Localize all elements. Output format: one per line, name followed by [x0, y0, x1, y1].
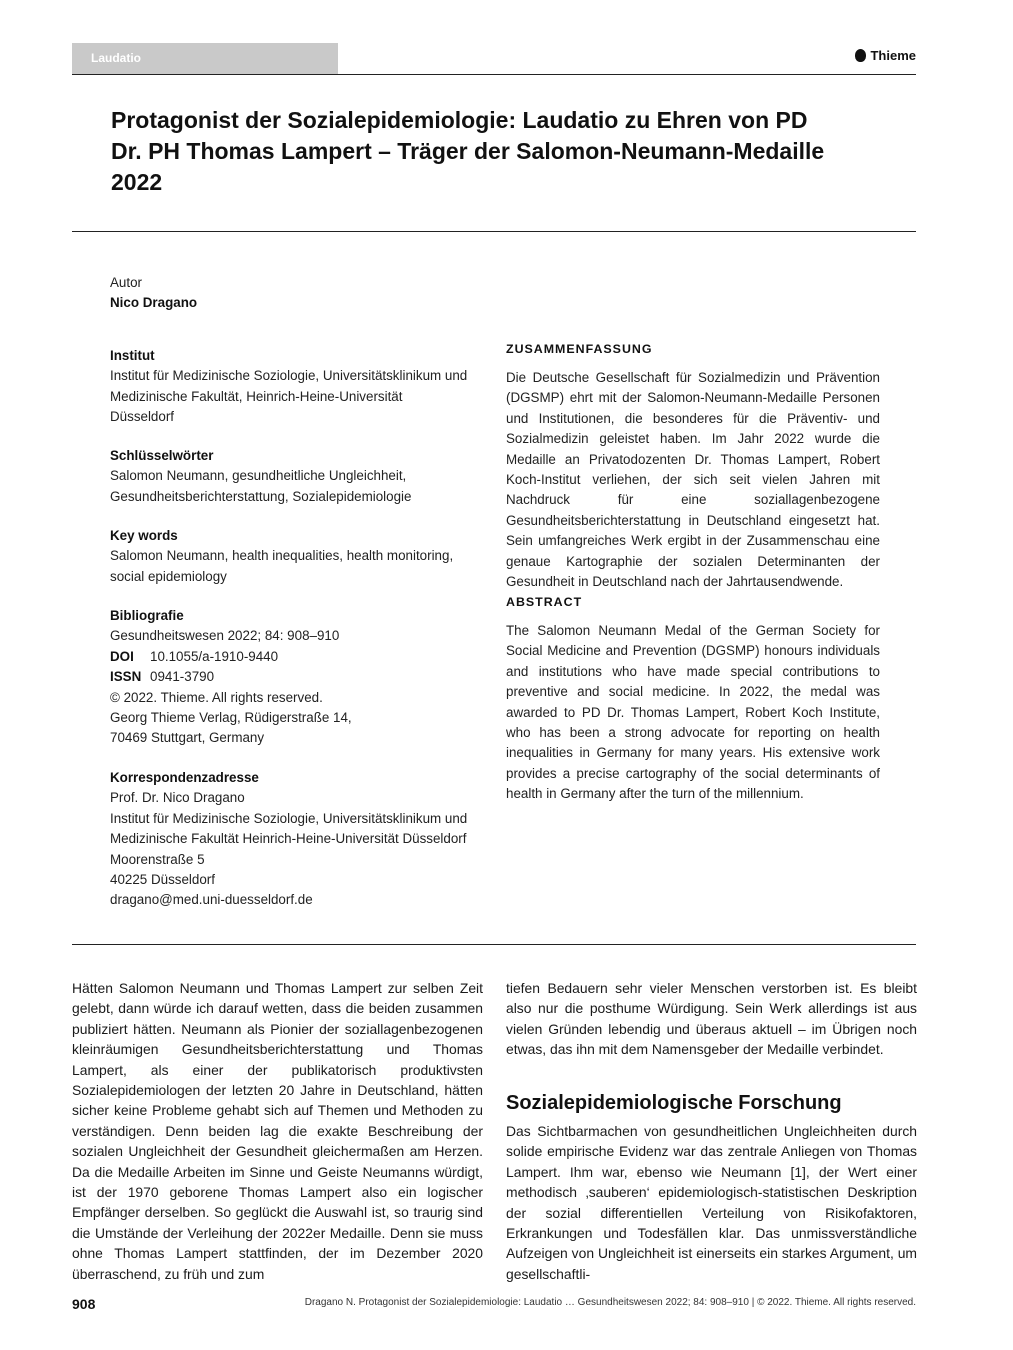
bibliography-copyright: © 2022. Thieme. All rights reserved. [110, 689, 323, 705]
correspondence-email[interactable]: dragano@med.uni-duesseldorf.de [110, 892, 313, 908]
zusammenfassung-heading: ZUSAMMENFASSUNG [506, 342, 653, 356]
keywords-de-block [110, 446, 490, 507]
keywords-en-block [110, 526, 490, 587]
author-label: Autor [110, 275, 143, 290]
article-title: Protagonist der Sozialepidemiologie: Laudatio zu Ehren von PD Dr. PH Thomas Lampert – Träger der Salomon-Neumann-Medaille 2022 [111, 107, 825, 195]
correspondence-label: Korrespondenzadresse [110, 770, 259, 785]
bibliography-issn [110, 667, 490, 687]
body-left-paragraph: Hätten Salomon Neumann und Thomas Lampert zur selben Zeit gelebt, dann würde ich darauf wetten, dass die beiden zusammen publiziert hätten. Neumann als Pionier der soziallagenbezogenen kleinräumigen Gesundheitsberichterstattung und Thomas Lampert, als einer der publikatorisch produktivsten Sozialepidemiologen der letzten 20 Jahre in Deutschland, hätten sicher keine Probleme gehabt sich auf Themen und Methoden zu verständigen. Denn beiden lag die exakte Beschreibung der sozialen Ungleichheit der Gesundheit gleichermaßen am Herzen. Da die Medaille Arbeiten im Sinne und Geiste Neumanns würdigt, ist der 1970 geborene Thomas Lampert also ein logischer Empfänger derselben. So geglückt die Auswahl ist, so traurig sind die Umstände der Verleihung der 2022er Medaille. Denn sie muss ohne Thomas Lampert stattfinden, der im Dezember 2020 überraschend, zu früh und zum [72, 980, 483, 1282]
publisher-name: Thieme [870, 48, 916, 63]
doi-value[interactable]: 10.1055/a-1910-9440 [150, 648, 279, 664]
institute-text: Institut für Medizinische Soziologie, Universitätsklinikum und Medizinische Fakultät, Heinrich-Heine-Universität Düsseldorf [110, 368, 468, 425]
publisher-address-line-1: Georg Thieme Verlag, Rüdigerstraße 14, [110, 710, 352, 726]
correspondence-block [110, 768, 490, 911]
publisher-logo [855, 48, 916, 63]
body-right-paragraph: tiefen Bedauern sehr vieler Menschen verstorben ist. Es bleibt also nur die posthume Würdigung. Sein Werk allerdings ist aus vielen Gründen lebendig und überaus aktuell – im Übrigen noch etwas, das ihn mit dem Namensgeber der Medaille verbindet. [506, 980, 917, 1058]
bibliography-doi [110, 647, 490, 667]
institute-label: Institut [110, 348, 155, 363]
correspondence-street: Moorenstraße 5 [110, 851, 205, 867]
author-block [110, 273, 490, 314]
issn-label: ISSN [110, 669, 142, 685]
keywords-de-text: Salomon Neumann, gesundheitliche Ungleichheit, Gesundheitsberichterstattung, Sozialepidemiologie [110, 468, 412, 504]
title-divider [72, 231, 916, 232]
correspondence-city: 40225 Düsseldorf [110, 872, 215, 888]
keywords-de-label: Schlüsselwörter [110, 448, 214, 463]
bibliography-label: Bibliografie [110, 608, 184, 623]
keywords-en-text: Salomon Neumann, health inequalities, health monitoring, social epidemiology [110, 548, 454, 584]
keywords-en-label: Key words [110, 528, 178, 543]
zusammenfassung-text: Die Deutsche Gesellschaft für Sozialmedizin und Prävention (DGSMP) ehrt mit der Salomon-Neumann-Medaille Personen und Institutionen, die besonderes für die Präventiv- und Sozialmedizin geleistet haben. Im Jahr 2022 wurde die Medaille an Privatodozenten Dr. Thomas Lampert, Robert Koch-Institut verliehen, der sich seit vielen Jahren mit Nachdruck für eine soziallagenbezogene Gesundheitsberichterstattung in Deutschland eingesetzt hat. Sein umfangreiches Werk ergibt in der Zusammenschau eine genaue Kartographie der sozialen Determinanten der Gesundheit in Deutschland nach der Jahrtausendwende. [506, 370, 880, 590]
section-paragraph: Das Sichtbarmachen von gesundheitlichen Ungleichheiten durch solide empirische Evidenz war das zentrale Anliegen von Thomas Lampert. Ihm war, ebenso wie Neumann [1], der Wert einer methodisch ‚sauberen‘ epidemiologisch-statistischen Deskription der sozial differentiellen Verteilung von Risikofaktoren, Erkrankungen und Todesfällen klar. Das unmissverständliche Aufzeigen von Ungleichheit ist einerseits ein starkes Argument, um gesellschaftli- [506, 1123, 917, 1282]
page-number: 908 [72, 1296, 96, 1312]
thieme-logo-icon [855, 49, 866, 62]
institute-block [110, 346, 490, 428]
author-name: Nico Dragano [110, 295, 198, 311]
front-matter-divider [72, 944, 916, 945]
abstract-section [506, 593, 880, 805]
abstract-text: The Salomon Neumann Medal of the German Society for Social Medicine and Prevention (DGSMP) honours individuals and institutions who have made special contributions to preventive and social medicine. In 2022, the medal was awarded to PD Dr. Thomas Lampert, Robert Koch Institute, who has been a strong advocate for reporting on health inequalities in Germany for many years. His extensive work provides a precise cartography of the social determinants of health in Germany after the turn of the millennium. [506, 623, 880, 802]
section-label: Laudatio [72, 43, 338, 74]
footer-citation: Dragano N. Protagonist der Sozialepidemiologie: Laudatio … Gesundheitswesen 2022; 84: 908–910 | © 2022. Thieme. All rights reserved. [304, 1297, 916, 1308]
issn-value: 0941-3790 [150, 669, 215, 685]
correspondence-name: Prof. Dr. Nico Dragano [110, 790, 245, 806]
abstract-heading: ABSTRACT [506, 595, 583, 609]
bibliography-journal: Gesundheitswesen 2022; 84: 908–910 [110, 628, 340, 644]
correspondence-institution: Institut für Medizinische Soziologie, Universitätsklinikum und Medizinische Fakultät Heinrich-Heine-Universität Düsseldorf [110, 810, 468, 847]
publisher-address-line-2: 70469 Stuttgart, Germany [110, 730, 265, 746]
header-divider [72, 74, 916, 75]
zusammenfassung-section [506, 340, 880, 592]
doi-label: DOI [110, 648, 134, 664]
section-heading: Sozialepidemiologische Forschung [506, 1092, 842, 1114]
bibliography-block [110, 606, 490, 749]
